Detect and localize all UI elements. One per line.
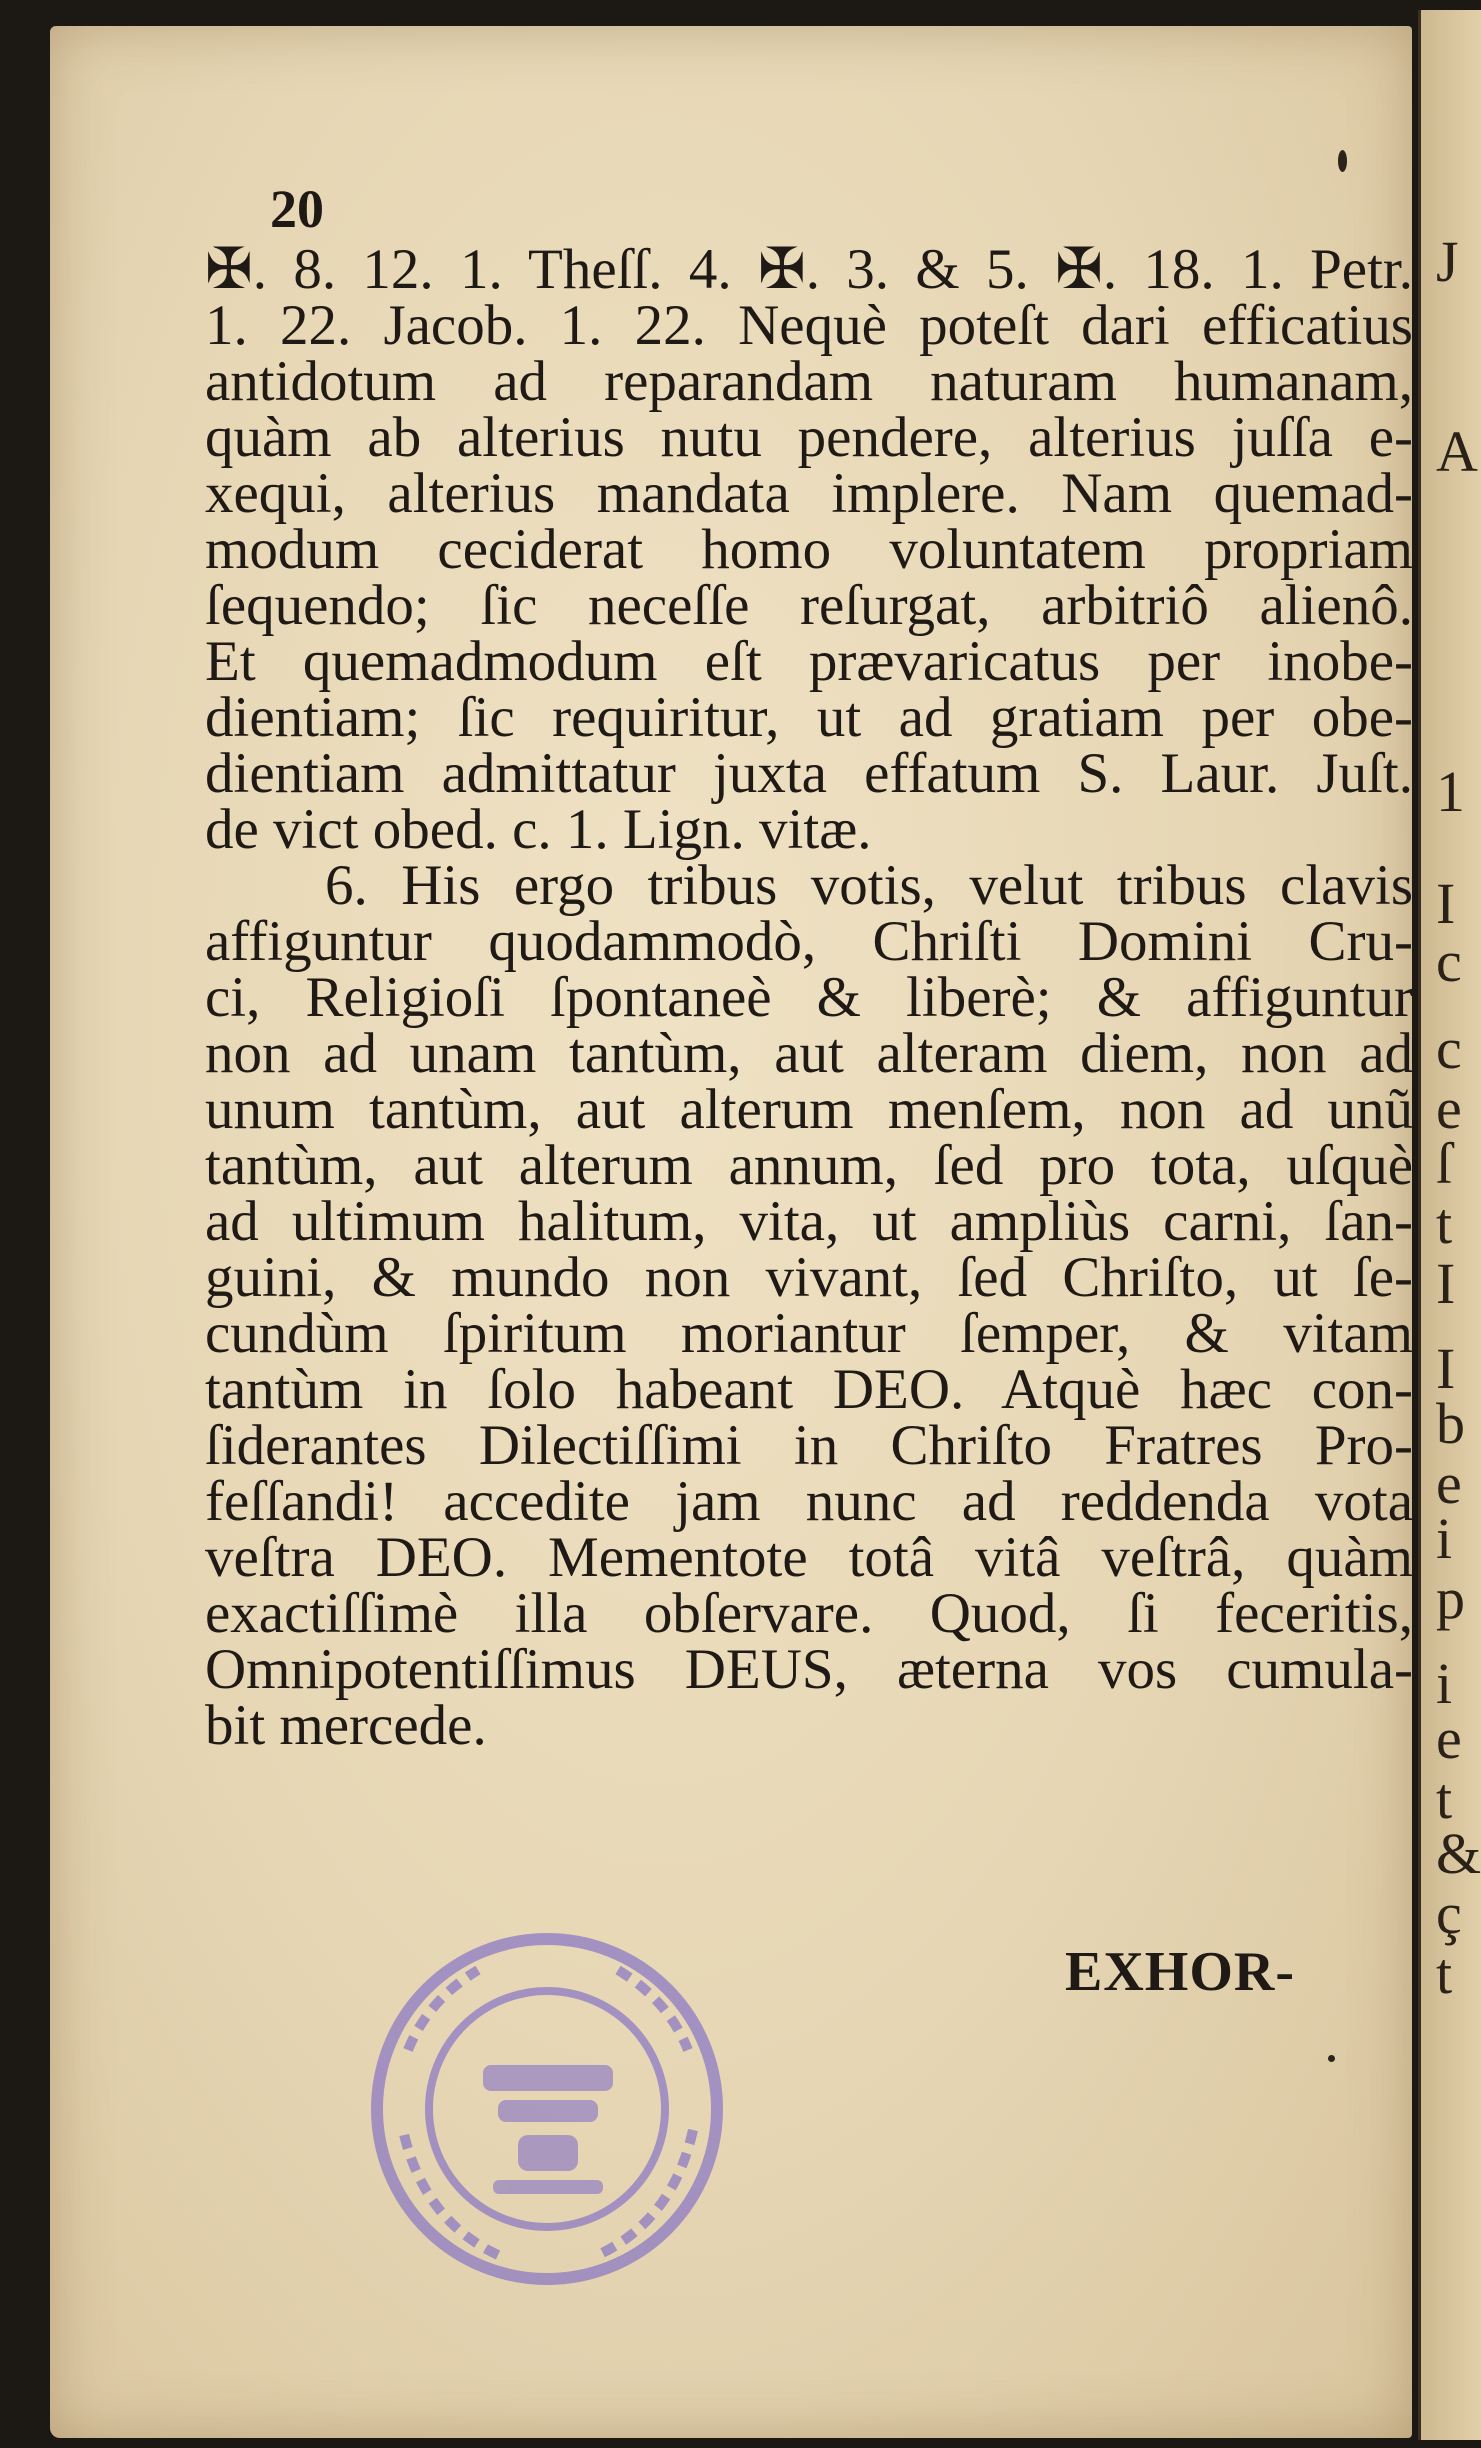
text-line: tantùm in ſolo habeant DEO. Atquè hæc con-: [205, 1358, 1413, 1421]
edge-letter: A: [1436, 419, 1478, 484]
ink-spot: [1338, 150, 1347, 172]
edge-letter: p: [1436, 1566, 1465, 1631]
edge-letter: I: [1436, 1336, 1456, 1401]
edge-letter: t: [1436, 1766, 1453, 1831]
library-stamp-icon: [368, 1930, 726, 2288]
text-line: non ad unam tantùm, aut alteram diem, non ad: [205, 1022, 1413, 1085]
text-line: guini, & mundo non vivant, ſed Chriſto, ut ſe-: [205, 1246, 1413, 1309]
text-line: feſſandi! accedite jam nunc ad reddenda vota: [205, 1470, 1413, 1533]
text-line: exactiſſimè illa obſervare. Quod, ſi feceritis,: [205, 1582, 1413, 1645]
edge-letter: J: [1436, 229, 1459, 294]
edge-letter: e: [1436, 1451, 1462, 1516]
text-line: quàm ab alterius nutu pendere, alterius juſſa e-: [205, 406, 1413, 469]
text-line: tantùm, aut alterum annum, ſed pro tota, uſquè: [205, 1134, 1413, 1197]
text-line: 6. His ergo tribus votis, velut tribus clavis: [325, 854, 1413, 917]
text-line: veſtra DEO. Mementote totâ vitâ veſtrâ, quàm: [205, 1526, 1413, 1589]
text-line: cundùm ſpiritum moriantur ſemper, & vitam: [205, 1302, 1413, 1365]
edge-letter: e: [1436, 1076, 1462, 1141]
text-line: de vict obed. c. 1. Lign. vitæ.: [205, 798, 872, 861]
page-number: 20: [270, 179, 324, 239]
text-line: dientiam; ſic requiritur, ut ad gratiam per obe-: [205, 686, 1413, 749]
next-page-letters: [1430, 0, 1481, 2448]
text-line: xequi, alterius mandata implere. Nam quemad-: [205, 462, 1413, 525]
edge-letter: ſ: [1436, 1131, 1453, 1196]
text-line: modum ceciderat homo voluntatem propriam: [205, 518, 1413, 581]
catchword: EXHOR-: [1065, 1941, 1295, 2003]
text-line: Omnipotentiſſimus DEUS, æterna vos cumula-: [205, 1638, 1413, 1701]
text-line: ad ultimum halitum, vita, ut ampliùs carni, ſan-: [205, 1190, 1413, 1253]
edge-letter: i: [1436, 1651, 1453, 1716]
text-line: unum tantùm, aut alterum menſem, non ad unũ: [205, 1078, 1413, 1141]
edge-letter: t: [1436, 1941, 1453, 2006]
text-line: dientiam admittatur juxta effatum S. Laur. Juſt.: [205, 742, 1413, 805]
text-line: bit mercede.: [205, 1694, 487, 1757]
text-line: ✠. 8. 12. 1. Theſſ. 4. ✠. 3. & 5. ✠. 18. 1. Petr.: [205, 238, 1413, 301]
edge-letter: ç: [1436, 1881, 1462, 1946]
edge-letter: &: [1436, 1821, 1481, 1886]
text-line: ci, Religioſi ſpontaneè & liberè; & affiguntur: [205, 966, 1413, 1029]
text-line: affiguntur quodammodò, Chriſti Domini Cru-: [205, 910, 1413, 973]
ink-spot: [1328, 2055, 1335, 2062]
edge-letter: b: [1436, 1391, 1465, 1456]
text-line: antidotum ad reparandam naturam humanam,: [205, 350, 1413, 413]
text-line: ſequendo; ſic neceſſe reſurgat, arbitriô alienô.: [205, 574, 1413, 637]
edge-letter: 1: [1436, 759, 1465, 824]
text-line: Et quemadmodum eſt prævaricatus per inobe-: [205, 630, 1413, 693]
edge-letter: i: [1436, 1506, 1453, 1571]
edge-letter: I: [1436, 1251, 1456, 1316]
edge-letter: c: [1436, 929, 1462, 994]
edge-letter: t: [1436, 1191, 1453, 1256]
edge-letter: c: [1436, 1016, 1462, 1081]
text-line: ſiderantes Dilectiſſimi in Chriſto Fratres Pro-: [205, 1414, 1413, 1477]
text-line: 1. 22. Jacob. 1. 22. Nequè poteſt dari efficatius: [205, 294, 1413, 357]
edge-letter: e: [1436, 1706, 1462, 1771]
edge-letter: I: [1436, 871, 1456, 936]
body-text: [205, 238, 1413, 1757]
